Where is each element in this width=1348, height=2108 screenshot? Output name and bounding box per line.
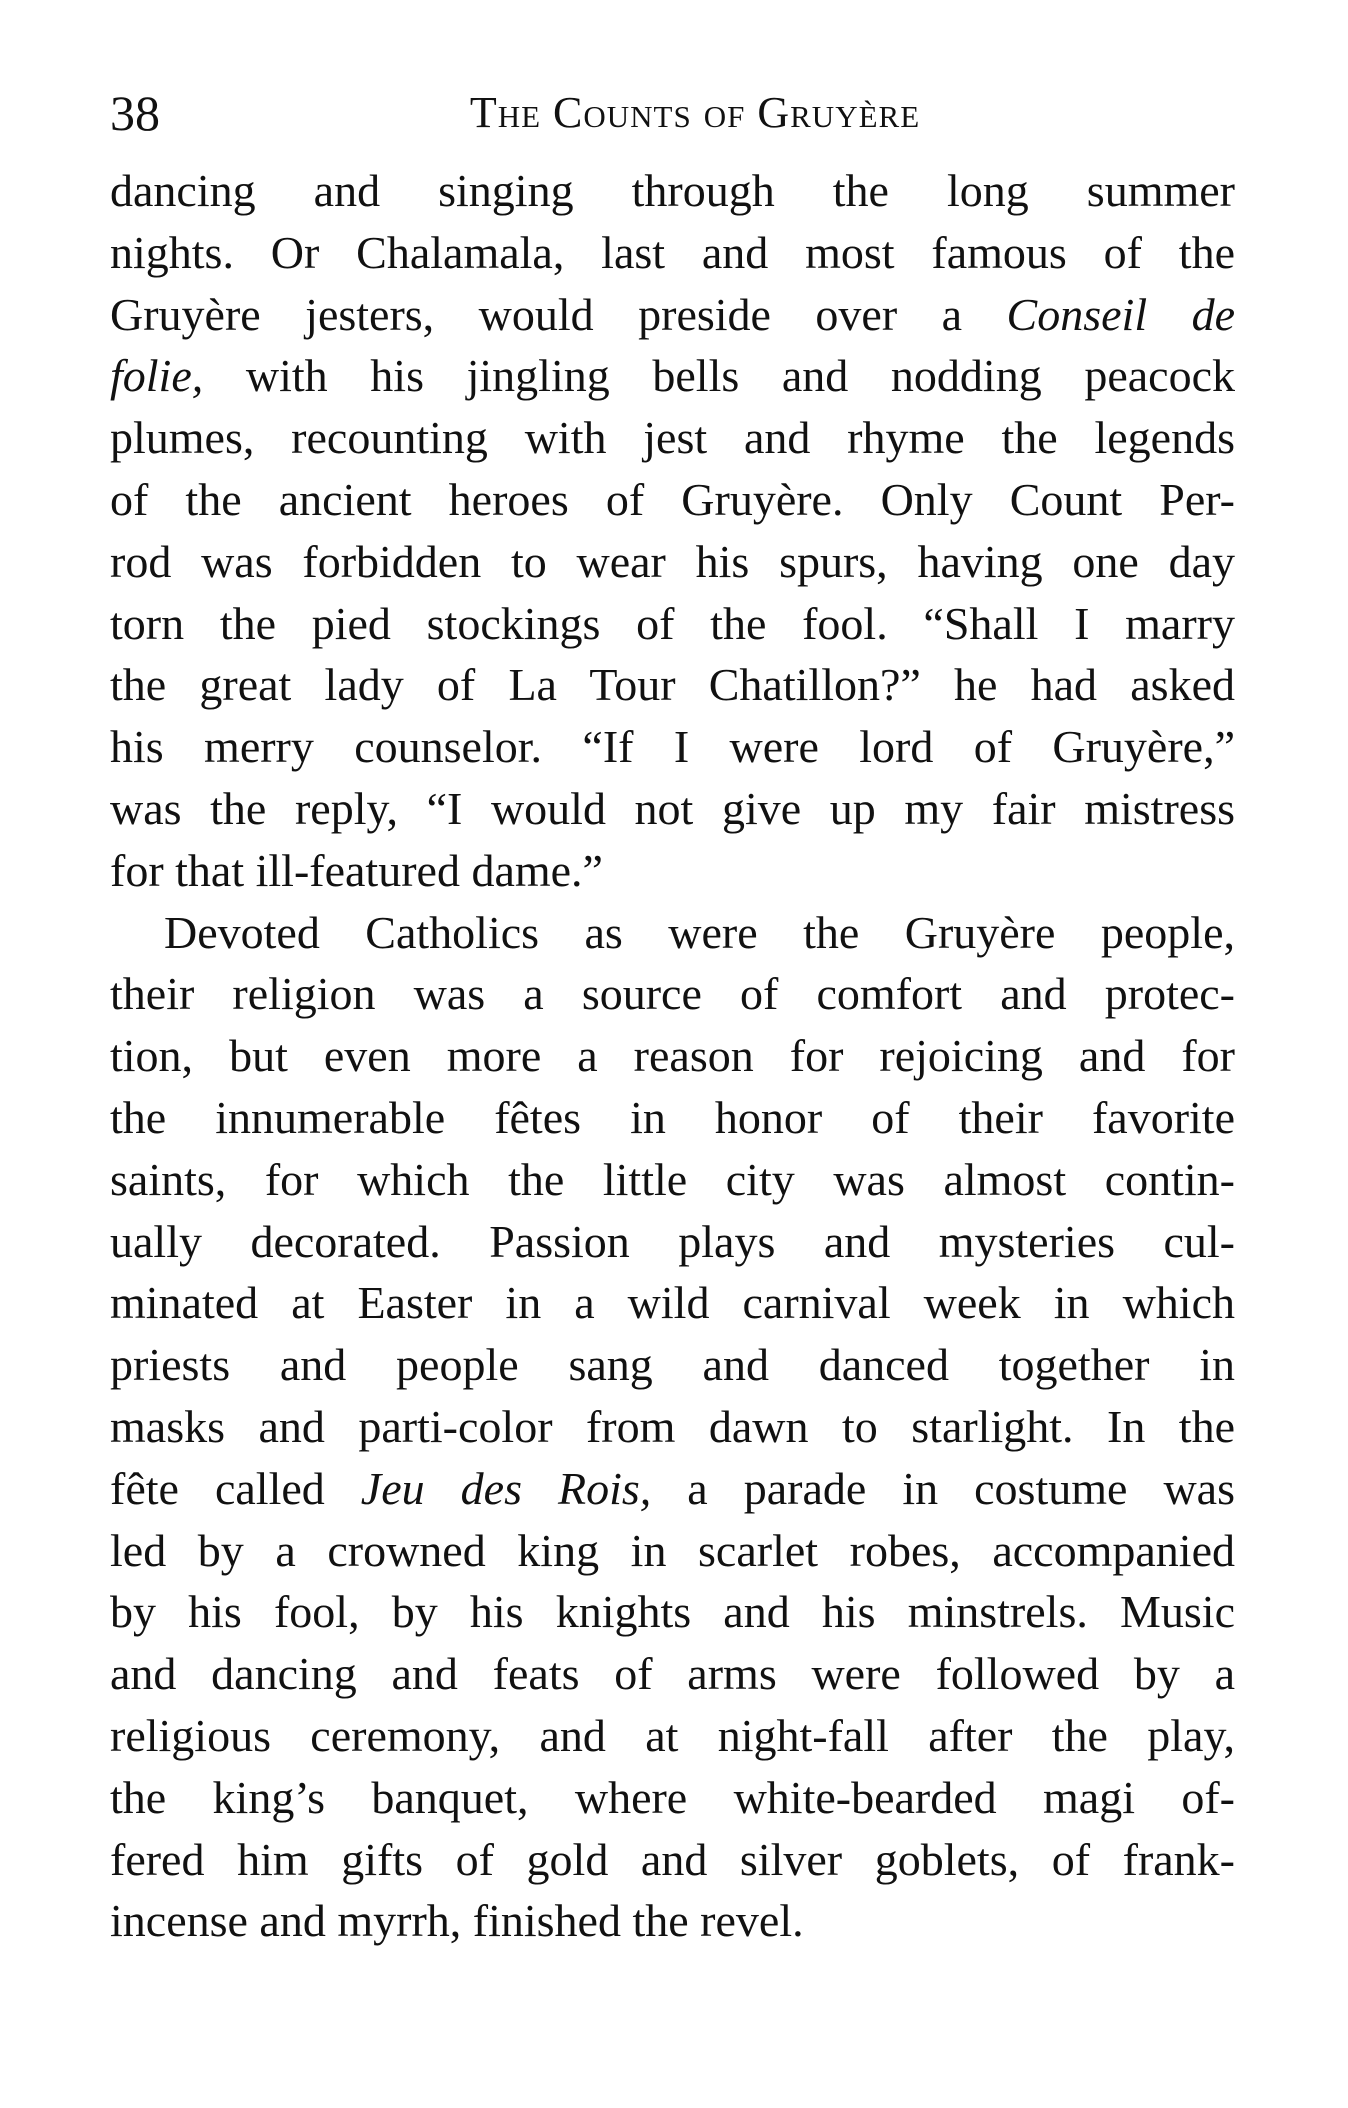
body-text — [110, 160, 1235, 1952]
text-line — [110, 1705, 1235, 1767]
text-segment: fered him gifts of gold and silver goblets, of frank- — [110, 1833, 1235, 1885]
text-segment: dancing and singing through the long summer — [110, 165, 1235, 216]
text-segment: his merry counselor. “If I were lord of Gruyère,” — [110, 721, 1235, 773]
text-segment: Devoted Catholics as were the Gruyère people, — [164, 906, 1235, 958]
text-segment: ually decorated. Passion plays and mysteries cul- — [110, 1215, 1235, 1267]
text-segment: masks and parti-color from dawn to starlight. In the — [110, 1400, 1235, 1452]
text-line — [110, 1890, 1235, 1952]
text-segment: the great lady of La Tour Chatillon?” he had asked — [110, 659, 1235, 711]
text-segment: religious ceremony, and at night-fall after the play, — [110, 1709, 1235, 1761]
text-line — [110, 654, 1235, 716]
text-segment: was the reply, “I would not give up my fair mistress — [110, 782, 1235, 834]
text-line — [110, 963, 1235, 1025]
text-segment: rod was forbidden to wear his spurs, having one day — [110, 535, 1235, 587]
text-segment: tion, but even more a reason for rejoicing and for — [110, 1030, 1235, 1082]
page-number: 38 — [110, 85, 160, 141]
text-line — [110, 1149, 1235, 1211]
page-header — [110, 78, 1240, 148]
text-segment: priests and people sang and danced together in — [110, 1339, 1235, 1391]
text-segment: their religion was a source of comfort and protec- — [110, 968, 1235, 1020]
running-title: The Counts of Gruyère — [469, 88, 921, 137]
text-segment: by his fool, by his knights and his minstrels. Music — [110, 1586, 1235, 1638]
text-line — [110, 1520, 1235, 1582]
paragraph — [110, 160, 1235, 902]
text-segment: with his jingling bells and nodding peacock — [203, 350, 1235, 402]
text-segment: for that ill-featured dame.” — [110, 844, 603, 896]
text-segment: minated at Easter in a wild carnival week in which — [110, 1277, 1235, 1329]
text-line — [110, 1025, 1235, 1087]
text-segment: plumes, recounting with jest and rhyme the legends — [110, 412, 1235, 464]
text-line — [110, 1396, 1235, 1458]
italic-text: folie, — [110, 350, 204, 402]
text-line — [110, 1087, 1235, 1149]
text-line — [110, 1643, 1235, 1705]
text-segment: fête called — [110, 1462, 361, 1514]
text-line — [110, 469, 1235, 531]
text-segment: the innumerable fêtes in honor of their favorite — [110, 1091, 1235, 1143]
italic-text: Conseil de — [1006, 288, 1235, 340]
text-segment: and dancing and feats of arms were followed by a — [110, 1648, 1235, 1700]
text-line — [110, 284, 1235, 346]
text-line — [110, 593, 1235, 655]
text-segment: a parade in costume was — [651, 1462, 1235, 1514]
text-segment: torn the pied stockings of the fool. “Shall I marry — [110, 597, 1235, 649]
text-line — [110, 1829, 1235, 1891]
text-segment: nights. Or Chalamala, last and most famous of the — [110, 226, 1235, 278]
text-line — [110, 778, 1235, 840]
paragraph — [110, 902, 1235, 1953]
text-line — [110, 1458, 1235, 1520]
text-line — [110, 1767, 1235, 1829]
text-line — [110, 531, 1235, 593]
text-line — [110, 222, 1235, 284]
text-line — [110, 902, 1235, 964]
text-line — [110, 160, 1235, 222]
text-line — [110, 1272, 1235, 1334]
text-line — [110, 716, 1235, 778]
italic-text: Jeu des Rois, — [360, 1462, 652, 1514]
text-segment: incense and myrrh, finished the revel. — [110, 1895, 804, 1947]
text-segment: the king’s banquet, where white-bearded magi of- — [110, 1771, 1235, 1823]
text-line — [110, 840, 1235, 902]
text-line — [110, 1334, 1235, 1396]
text-line — [110, 1581, 1235, 1643]
text-segment: of the ancient heroes of Gruyère. Only Count Per- — [110, 473, 1235, 525]
text-line — [110, 345, 1235, 407]
text-segment: Gruyère jesters, would preside over a — [110, 288, 1007, 340]
text-segment: saints, for which the little city was almost contin- — [110, 1153, 1235, 1205]
text-line — [110, 407, 1235, 469]
text-segment: led by a crowned king in scarlet robes, accompanied — [110, 1524, 1235, 1576]
text-line — [110, 1211, 1235, 1273]
